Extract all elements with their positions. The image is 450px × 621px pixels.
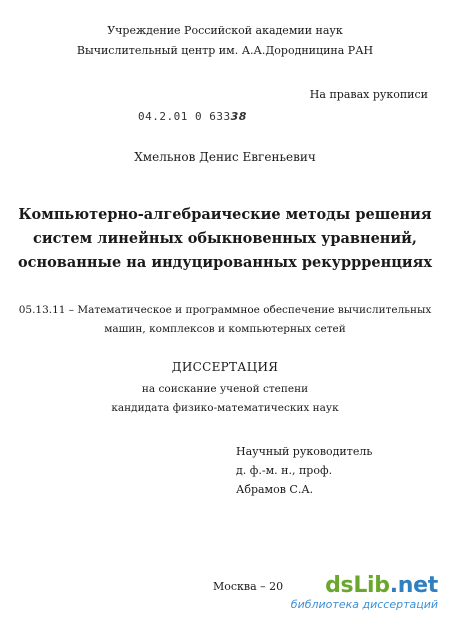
city-year: Москва – 20: [213, 580, 284, 593]
title-line-1: Компьютерно-алгебраические методы решения: [18, 206, 432, 223]
dissertation-heading: ДИССЕРТАЦИЯ: [171, 360, 279, 374]
manuscript-note: На правах рукописи: [309, 88, 428, 101]
watermark-logo-text: dsLib.net: [325, 573, 438, 598]
registry-code-handwritten: 38: [230, 110, 247, 123]
registry-code-printed: 04.2.01 0 633: [138, 110, 231, 123]
title-line-2: систем линейных обыкновенных уравнений,: [33, 230, 417, 247]
degree-line-1: на соискание ученой степени: [141, 383, 309, 395]
watermark-logo: [291, 574, 438, 611]
institution-line-2: Вычислительный центр им. А.А.Дородницина РАН: [76, 44, 374, 57]
author-name: Хмельнов Денис Евгеньевич: [134, 150, 316, 164]
specialty-line-1: 05.13.11 – Математическое и программное обеспечение вычислительных: [18, 304, 432, 316]
watermark-tagline: библиотека диссертаций: [290, 598, 438, 611]
advisor-name: Абрамов С.А.: [236, 483, 314, 496]
specialty-line-2: машин, комплексов и компьютерных сетей: [104, 323, 346, 335]
title-line-3: основанные на индуцированных рекуррренциях: [17, 254, 433, 271]
registry-code: [138, 110, 247, 123]
degree-line-2: кандидата физико-математических наук: [111, 402, 339, 414]
advisor-role: Научный руководитель: [236, 445, 373, 458]
advisor-degree: д. ф.-м. н., проф.: [236, 464, 333, 477]
institution-line-1: Учреждение Российской академии наук: [107, 24, 343, 37]
